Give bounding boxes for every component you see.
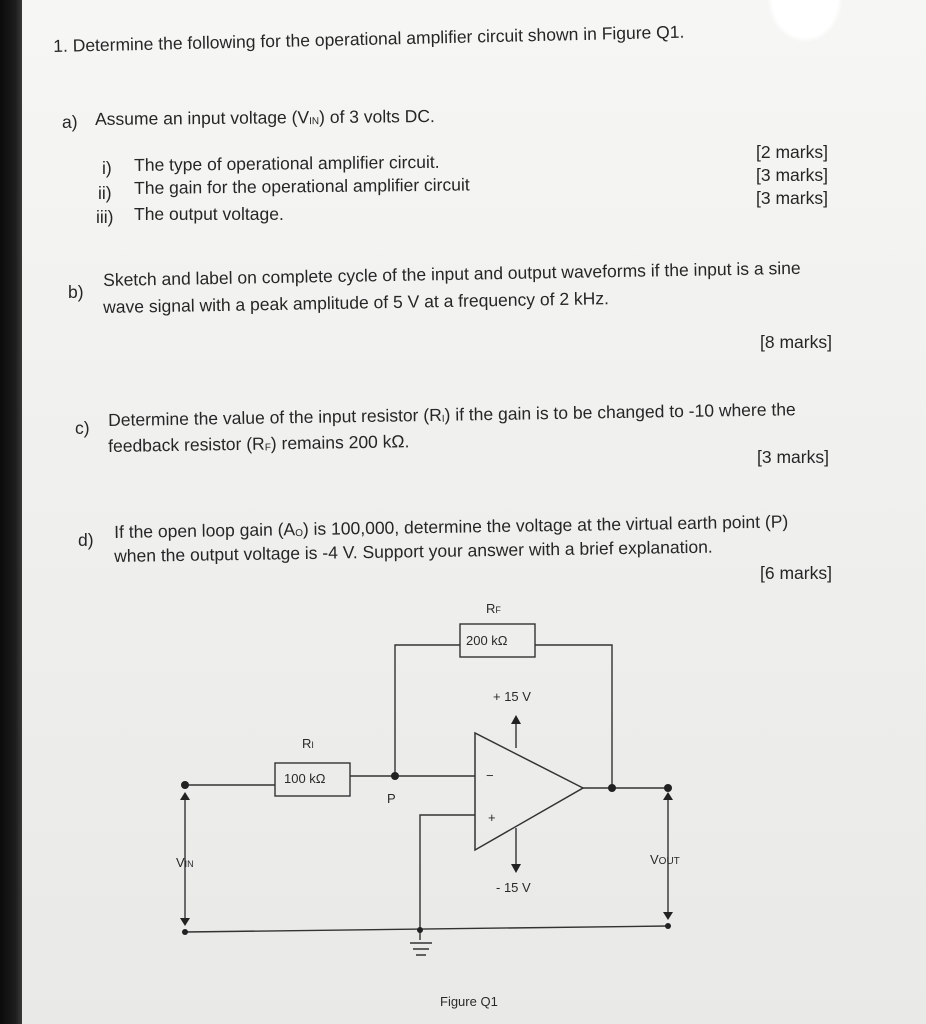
part-a-item-2-marks: [3 marks] — [756, 165, 828, 185]
vminus-label: - 15 V — [496, 880, 531, 895]
vin-label: VIN — [176, 855, 194, 870]
part-b-line-2: wave signal with a peak amplitude of 5 V at a frequency of 2 kHz. — [103, 288, 610, 317]
part-c-marks: [3 marks] — [757, 447, 829, 467]
part-a-item-1-marks: [2 marks] — [756, 142, 828, 162]
part-c-line-2: feedback resistor $(R_F)$ remains 200 kΩ. — [108, 431, 410, 456]
vout-terminal-bottom — [665, 923, 671, 929]
vin-terminal-top — [181, 781, 189, 789]
vplus-arrow — [511, 715, 521, 724]
figure-caption: Figure Q1 — [440, 994, 498, 1009]
opamp-triangle — [475, 733, 583, 850]
part-b-label: b) — [68, 282, 84, 302]
output-node-dot — [608, 784, 616, 792]
ground-node-dot — [417, 927, 423, 933]
part-c-line-1: Determine the value of the input resistor $(R_I)$ if the gain is to be changed to -10 where the — [108, 399, 796, 430]
vout-terminal-top — [664, 784, 672, 792]
part-d-label: d) — [78, 530, 94, 550]
ground-symbol — [410, 943, 432, 955]
inverting-input-sign: − — [486, 768, 494, 783]
vout-arrow-down — [663, 912, 673, 920]
part-a-label: a) — [62, 112, 78, 132]
vplus-label: + 15 V — [493, 689, 531, 704]
part-a-item-3-num: iii) — [96, 207, 114, 227]
part-c-label: c) — [75, 418, 90, 438]
rf-value-label: 200 kΩ — [466, 633, 508, 648]
part-a-item-1-text: The type of operational amplifier circuit. — [134, 151, 440, 175]
part-b-marks: [8 marks] — [760, 332, 832, 352]
part-a-item-1-num: i) — [102, 158, 112, 178]
node-p-dot — [391, 772, 399, 780]
vout-label: VOUT — [650, 852, 680, 867]
ground-rail — [185, 926, 668, 932]
part-d-marks: [6 marks] — [760, 563, 832, 583]
node-p-label: P — [387, 791, 396, 806]
vminus-arrow — [511, 864, 521, 873]
feedback-wire-left — [395, 645, 460, 776]
question-intro: 1. Determine the following for the operational amplifier circuit shown in Figure Q1. — [53, 21, 685, 56]
vin-arrow-down — [180, 918, 190, 926]
part-a-item-2-num: ii) — [98, 183, 112, 203]
vin-terminal-bottom — [182, 929, 188, 935]
ri-value-label: 100 kΩ — [284, 771, 326, 786]
rf-label: RF — [486, 601, 501, 616]
part-a-text: Assume an input voltage $(V_{IN})$ of 3 volts DC. — [95, 106, 435, 129]
vout-arrow-up — [663, 792, 673, 800]
part-a-item-2-text: The gain for the operational amplifier circuit — [134, 174, 470, 198]
part-b-line-1: Sketch and label on complete cycle of the input and output waveforms if the input is a sine — [103, 257, 801, 290]
part-a-item-3-text: The output voltage. — [134, 204, 284, 224]
part-a-item-3-marks: [3 marks] — [756, 188, 828, 208]
ri-label: RI — [302, 736, 314, 751]
part-d-line-1: If the open loop gain $(A_O)$ is 100,000, determine the voltage at the virtual earth point (P) — [114, 511, 789, 542]
vin-arrow-up — [180, 792, 190, 800]
noninverting-input-sign: + — [488, 810, 496, 825]
feedback-wire-right — [535, 645, 612, 788]
noninverting-wire — [420, 815, 475, 940]
part-d-line-2: when the output voltage is -4 V. Support your answer with a brief explanation. — [114, 536, 713, 566]
